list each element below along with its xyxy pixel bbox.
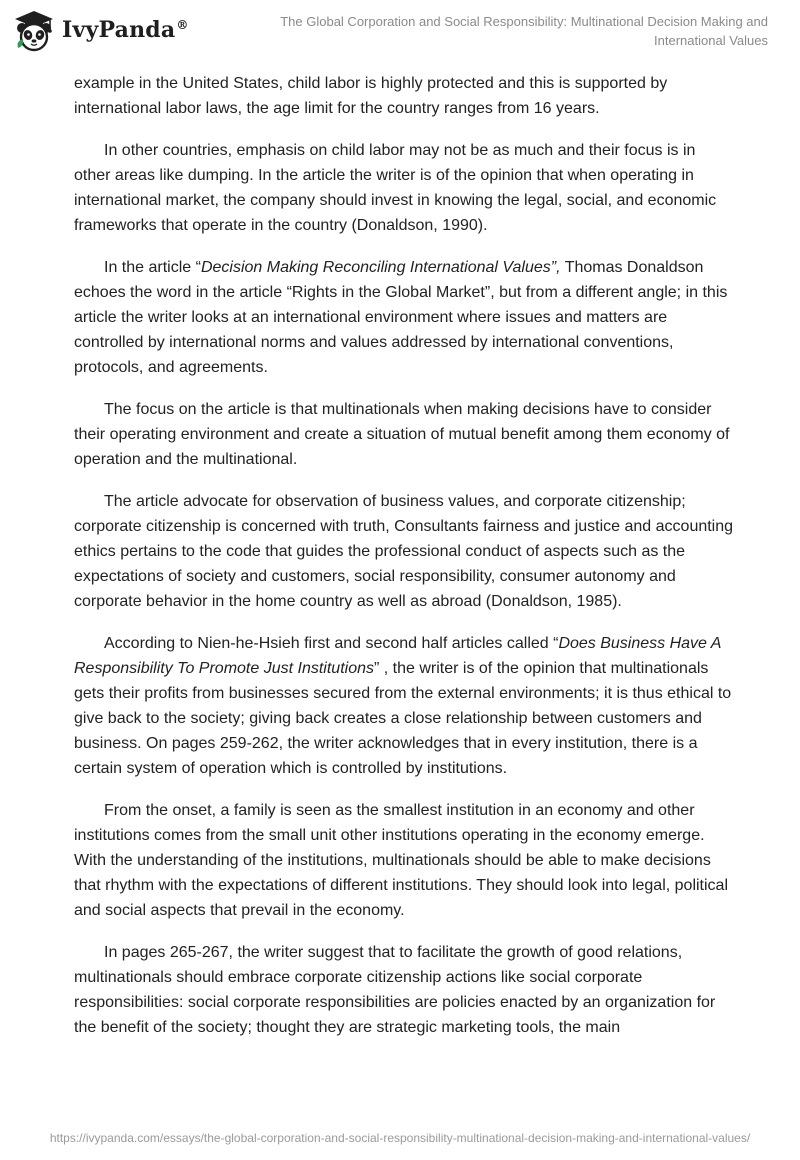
page-header — [0, 0, 800, 60]
paragraph: According to Nien-he-Hsieh first and second half articles called “Does Business Have A Responsibility To Promote Just Institutions” , the writer is of the opinion that multinationals gets their profits from businesses secured from the external environments; it is thus ethical to give back to the society; giving back creates a close relationship between customers and business. On pages 259-262, the writer acknowledges that in every institution, there is a certain system of operation which is controlled by institutions. — [74, 635, 732, 777]
paragraph: The article advocate for observation of business values, and corporate citizenship; corporate citizenship is concerned with truth, Consultants fairness and justice and accounting ethics pertains to the code that guides the professional conduct of aspects such as the expectations of society and customers, social responsibility, consumer autonomy and corporate behavior in the home country as well as abroad (Donaldson, 1985). — [74, 493, 734, 610]
paragraph: In other countries, emphasis on child labor may not be as much and their focus is in other areas like dumping. In the article the writer is of the opinion that when operating in international market, the company should invest in knowing the legal, social, and economic frameworks that operate in the country (Donaldson, 1990). — [74, 142, 717, 234]
paragraph: In pages 265-267, the writer suggest that to facilitate the growth of good relations, multinationals should embrace corporate citizenship actions like social corporate responsibilities: social corporate responsibilities are policies enacted by an organization for the benefit of the society; thought they are strategic marketing tools, the main — [74, 944, 716, 1036]
paragraph: From the onset, a family is seen as the smallest institution in an economy and other institutions comes from the small unit other institutions operating in the economy emerge. With the understanding of the institutions, multinationals should be able to make decisions that rhythm with the expectations of different institutions. They should look into legal, political and social aspects that prevail in the economy. — [74, 802, 728, 919]
article-title-italic: Decision Making Reconciling International Values”, — [200, 259, 561, 276]
ivypanda-logo[interactable] — [12, 8, 189, 52]
document-title: The Global Corporation and Social Responsibility: Multinational Decision Making and International Values — [280, 14, 768, 48]
brand-name: IvyPanda® — [62, 17, 189, 43]
paragraph: example in the United States, child labor is highly protected and this is supported by international labor laws, the age limit for the country ranges from 16 years. — [74, 75, 668, 117]
paragraph: In the article “Decision Making Reconciling International Values”, Thomas Donaldson echoes the word in the article “Rights in the Global Market”, but from a different angle; in this article the writer looks at an international environment where issues and matters are controlled by international norms and values addressed by international conventions, protocols, and agreements. — [74, 259, 728, 376]
article-title-italic: Does Business Have A Responsibility To Promote Just Institutions — [74, 635, 721, 677]
essay-body — [74, 71, 734, 1057]
trademark-symbol: ® — [176, 17, 189, 32]
source-url[interactable]: https://ivypanda.com/essays/the-global-corporation-and-social-responsibility-multinational-decision-making-and-international-values/ — [49, 1131, 751, 1145]
panda-graduate-icon — [12, 8, 56, 52]
paragraph: The focus on the article is that multinationals when making decisions have to consider their operating environment and create a situation of mutual benefit among them economy of operation and the multinational. — [74, 401, 730, 468]
